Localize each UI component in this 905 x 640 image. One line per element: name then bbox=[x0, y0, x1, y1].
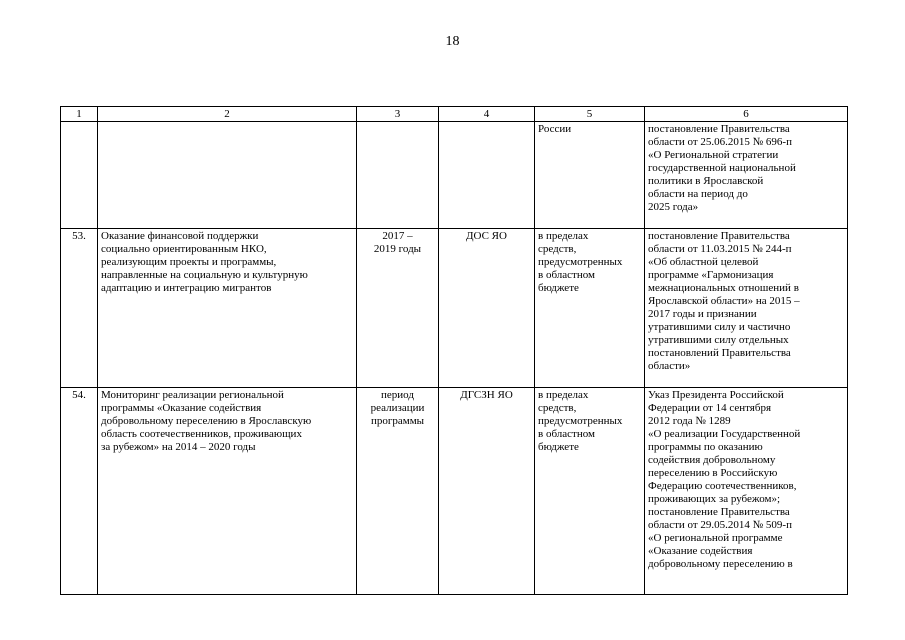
row-number-cell: 54. bbox=[61, 388, 98, 595]
measure-cell bbox=[98, 122, 357, 229]
table-row bbox=[61, 122, 848, 229]
column-header: 3 bbox=[357, 107, 439, 122]
column-header: 1 bbox=[61, 107, 98, 122]
period-cell: период реализации программы bbox=[357, 388, 439, 595]
basis-cell: постановление Правительства области от 25.06.2015 № 696-п «О Региональной стратегии государственной национальной политики в Ярославской области на период до 2025 года» bbox=[645, 122, 848, 229]
executor-cell bbox=[439, 122, 535, 229]
row-number-cell bbox=[61, 122, 98, 229]
measures-table bbox=[60, 106, 848, 595]
period-cell: 2017 – 2019 годы bbox=[357, 229, 439, 388]
page-number: 18 bbox=[445, 34, 460, 49]
executor-cell: ДОС ЯО bbox=[439, 229, 535, 388]
funding-cell: в пределах средств, предусмотренных в областном бюджете bbox=[535, 229, 645, 388]
measure-cell: Оказание финансовой поддержки социально ориентированным НКО, реализующим проекты и программы, направленные на социальную и культурную адаптацию и интеграцию мигрантов bbox=[98, 229, 357, 388]
basis-cell: постановление Правительства области от 11.03.2015 № 244-п «Об областной целевой программе «Гармонизация межнациональных отношений в Ярославской области» на 2015 – 2017 годы и признании утратившими силу и частично утратившими силу отдельных постановлений Правительства области» bbox=[645, 229, 848, 388]
column-header: 4 bbox=[439, 107, 535, 122]
funding-cell: в пределах средств, предусмотренных в областном бюджете bbox=[535, 388, 645, 595]
column-header: 5 bbox=[535, 107, 645, 122]
table-row bbox=[61, 229, 848, 388]
column-header: 6 bbox=[645, 107, 848, 122]
measure-cell: Мониторинг реализации региональной программы «Оказание содействия добровольному переселению в Ярославскую область соотечественников, проживающих за рубежом» на 2014 – 2020 годы bbox=[98, 388, 357, 595]
executor-cell: ДГСЗН ЯО bbox=[439, 388, 535, 595]
basis-cell: Указ Президента Российской Федерации от 14 сентября 2012 года № 1289 «О реализации Государственной программы по оказанию содействия добровольному переселению в Российскую Федерацию соотечественников, проживающих за рубежом»; постановление Правительства области от 29.05.2014 № 509-п «О региональной программе «Оказание содействия добровольному переселению в bbox=[645, 388, 848, 595]
table-row bbox=[61, 388, 848, 595]
header-row bbox=[61, 107, 848, 122]
funding-cell: России bbox=[535, 122, 645, 229]
row-number-cell: 53. bbox=[61, 229, 98, 388]
period-cell bbox=[357, 122, 439, 229]
column-header: 2 bbox=[98, 107, 357, 122]
